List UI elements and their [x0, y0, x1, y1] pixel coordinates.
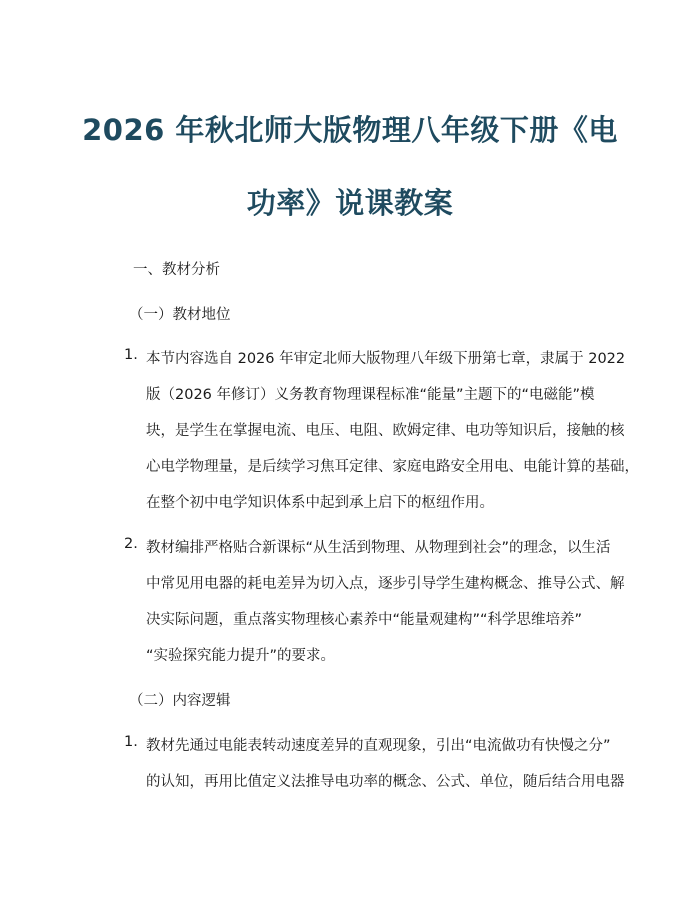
paragraph-line: 心电学物理量，是后续学习焦耳定律、家庭电路安全用电、电能计算的基础， [146, 459, 639, 475]
paragraph-line: 中常见用电器的耗电差异为切入点，逐步引导学生建构概念、推导公式、解 [146, 576, 625, 592]
paragraph-line: 的认知，再用比值定义法推导电功率的概念、公式、单位，随后结合用电器 [146, 774, 625, 790]
list-number: 1. [124, 734, 138, 750]
section-heading-teaching-material-analysis: 一、教材分析 [133, 262, 220, 278]
document-title-line-2: 功率》说课教案 [246, 186, 454, 220]
subsection-heading-material-position: （一）教材地位 [129, 307, 231, 323]
document-title-line-1: 2026 年秋北师大版物理八年级下册《电 [82, 113, 618, 147]
paragraph-line: 块，是学生在掌握电流、电压、电阻、欧姆定律、电功等知识后，接触的核 [146, 423, 625, 439]
paragraph-line: 教材先通过电能表转动速度差异的直观现象，引出“电流做功有快慢之分” [146, 738, 611, 754]
paragraph-line: 教材编排严格贴合新课标“从生活到物理、从物理到社会”的理念，以生活 [146, 540, 611, 556]
subsection-heading-content-logic: （二）内容逻辑 [129, 693, 231, 709]
paragraph-line: 本节内容选自 2026 年审定北师大版物理八年级下册第七章，隶属于 2022 [146, 351, 626, 367]
paragraph-line: 在整个初中电学知识体系中起到承上启下的枢纽作用。 [146, 495, 494, 511]
list-number: 2. [124, 536, 138, 552]
paragraph-line: 版（2026 年修订）义务教育物理课程标准“能量”主题下的“电磁能”模 [146, 387, 595, 403]
list-number: 1. [124, 347, 138, 363]
paragraph-line: 决实际问题，重点落实物理核心素养中“能量观建构”“科学思维培养” [146, 612, 583, 628]
paragraph-line: “实验探究能力提升”的要求。 [146, 648, 336, 664]
